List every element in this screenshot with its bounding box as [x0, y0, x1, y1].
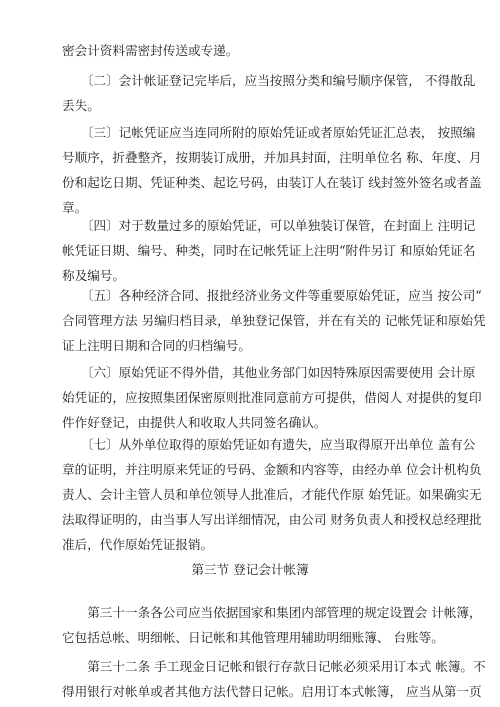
text-line: 法取得证明的，由当事人写出详细情况，由公司 财务负责人和授权总经理批: [62, 512, 482, 527]
text-line: 章。: [62, 200, 88, 215]
text-line: 〔二〕会计帐证登记完毕后，应当按照分类和编号顺序保管， 不得散乱: [62, 73, 476, 88]
text-line: 号顺序，折叠整齐，按期装订成册，并加具封面，注明单位名 称、年度、月: [62, 150, 482, 165]
text-line: 章的证明，并注明原来凭证的号码、金额和内容等，由经办单 位会计机构负: [62, 462, 482, 477]
article-32: [62, 654, 486, 704]
text-line: 〔七〕从外单位取得的原始凭证如有遗失，应当取得原开出单位 盖有公: [62, 437, 476, 452]
section-heading: 第三节 登记会计帐簿: [191, 562, 309, 577]
paragraph-item-7: [62, 432, 482, 557]
text-line: 丢失。: [62, 98, 100, 113]
text-line: 〔四〕对于数量过多的原始凭证，可以单独装订保管，在封面上 注明记: [62, 218, 476, 233]
text-line: 它包括总帐、明细帐、日记帐和其他管理用辅助明细账簿、 台账等。: [62, 630, 444, 645]
text-line: 始凭证的，应按照集团保密原则批准同意前方可提供，借阅人 对提供的复印: [62, 390, 482, 405]
paragraph-item-6: [62, 360, 482, 435]
article-31: [62, 600, 482, 650]
text-line: 第三十一条各公司应当依据国家和集团内部管理的规定设置会 计帐簿，: [62, 605, 482, 620]
paragraph-item-5: [62, 283, 486, 358]
text-line: 〔五〕各种经济合同、报批经济业务文件等重要原始凭证，应当 按公司“: [62, 288, 482, 303]
text-line: 件作好登记，由提供人和收取人共同签名确认。: [62, 415, 327, 430]
paragraph-continuation: [62, 38, 442, 63]
text-line: 称及编号。: [62, 268, 125, 283]
text-line: 第三十二条 手工现金日记帐和银行存款日记帐必须采用订本式 帐簿。不: [62, 659, 486, 674]
text-line: 责人、会计主管人员和单位领导人批准后，才能代作原 始凭证。如果确实无: [62, 487, 482, 502]
text-line: 密会计资料需密封传送或专递。: [62, 43, 239, 58]
text-line: 准后，代作原始凭证报销。: [62, 537, 214, 552]
text-line: 证上注明日期和合同的归档编号。: [62, 338, 251, 353]
paragraph-item-4: [62, 213, 476, 288]
text-line: 〔三〕记帐凭证应当连同所附的原始凭证或者原始凭证汇总表， 按照编: [62, 125, 476, 140]
paragraph-item-3: [62, 120, 482, 220]
text-line: 合同管理方法 另编归档目录，单独登记保管，并在有关的 记帐凭证和原始凭: [62, 313, 486, 328]
text-line: 份和起讫日期、凭证种类、起讫号码，由装订人在装订 线封签外签名或者盖: [62, 175, 482, 190]
text-line: 得用银行对帐单或者其他方法代替日记帐。启用订本式帐簿， 应当从第一页: [62, 684, 482, 699]
text-line: 帐凭证日期、编号、种类，同时在记帐凭证上注明“附件另订 和原始凭证名: [62, 243, 476, 258]
text-line: 〔六〕原始凭证不得外借，其他业务部门如因特殊原因需要使用 会计原: [62, 365, 476, 380]
paragraph-item-2: [62, 68, 476, 118]
